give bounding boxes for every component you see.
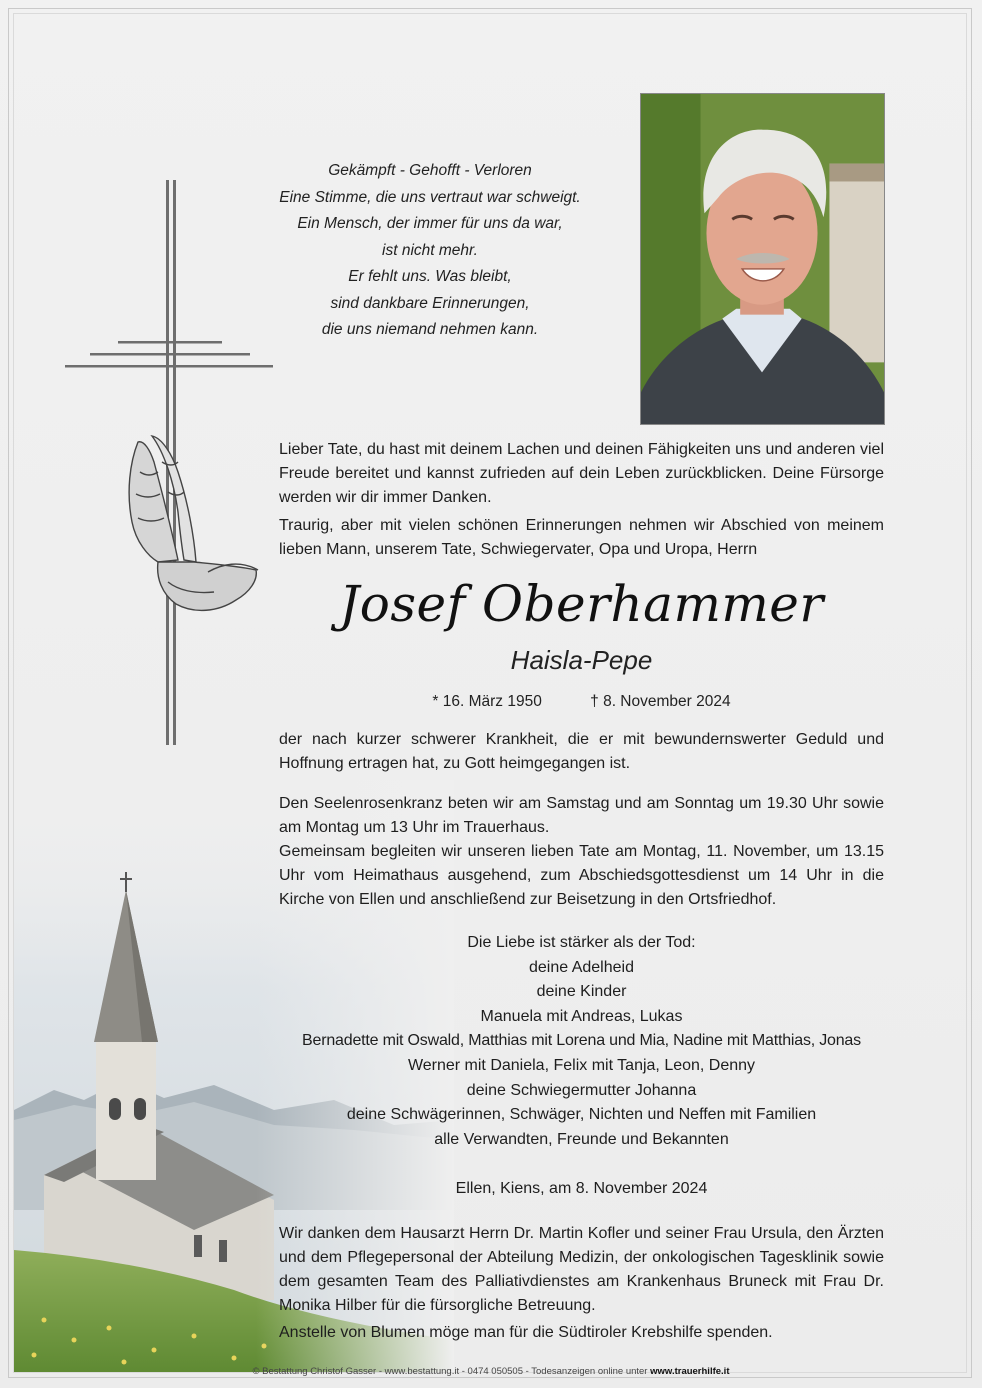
mourners-heading: Die Liebe ist stärker als der Tod:: [467, 934, 696, 951]
mourner-line: alle Verwandten, Freunde und Bekannten: [434, 1130, 729, 1148]
mourners-list: [279, 931, 884, 1152]
deceased-name: Josef Oberhammer: [339, 575, 824, 633]
mourner-line: deine Kinder: [536, 983, 627, 1001]
mourner-line: deine Adelheid: [529, 958, 634, 976]
donation-note: Anstelle von Blumen möge man für die Südtiroler Krebshilfe spenden.: [279, 1324, 773, 1341]
funeral-paragraph: Gemeinsam begleiten wir unseren lieben Tate am Montag, 11. November, um 13.15 Uhr vom Heimathaus ausgehend, zum Abschiedsgottesdienst um 14 Uhr in die Kirche von Ellen und anschließend zur Beisetzung in den Ortsfriedhof.: [279, 843, 884, 908]
farewell-paragraph: Traurig, aber mit vielen schönen Erinnerungen nehmen wir Abschied von meinem lieben Mann, unserem Tate, Schwiegervater, Opa und Uropa, Herrn: [279, 517, 884, 558]
birth-date: * 16. März 1950: [432, 693, 542, 710]
poem-line: Er fehlt uns. Was bleibt,: [348, 268, 512, 285]
poem-line: Gekämpft - Gehofft - Verloren: [328, 162, 532, 179]
footer-link[interactable]: www.trauerhilfe.it: [650, 1366, 730, 1377]
deceased-nickname: Haisla-Pepe: [510, 645, 653, 675]
poem-line: sind dankbare Erinnerungen,: [330, 294, 530, 312]
poem-line: Ein Mensch, der immer für uns da war,: [297, 215, 563, 232]
passing-paragraph: der nach kurzer schwerer Krankheit, die er mit bewundernswerter Geduld und Hoffnung ertragen hat, zu Gott heimgegangen ist.: [279, 731, 884, 772]
mourner-line: Werner mit Daniela, Felix mit Tanja, Leon, Denny: [407, 1056, 756, 1074]
mourner-line: deine Schwiegermutter Johanna: [466, 1081, 697, 1099]
memorial-poem: [230, 158, 630, 344]
rosary-paragraph: Den Seelenrosenkranz beten wir am Samstag und am Sonntag um 19.30 Uhr sowie am Montag um 13 Uhr im Trauerhaus.: [279, 795, 884, 836]
life-dates: [279, 693, 884, 711]
death-date: † 8. November 2024: [590, 693, 731, 710]
intro-paragraph: Lieber Tate, du hast mit deinem Lachen und deinen Fähigkeiten uns und anderen viel Freude bereitet und kannst zufrieden auf dein Leben zurückblicken. Deine Fürsorge werden wir dir immer Danken.: [279, 441, 884, 506]
mourner-line: Bernadette mit Oswald, Matthias mit Lorena und Mia, Nadine mit Matthias, Jonas: [302, 1032, 861, 1050]
poem-line: ist nicht mehr.: [382, 241, 478, 259]
poem-line: Eine Stimme, die uns vertraut war schweigt.: [279, 188, 581, 206]
footer-text: © Bestattung Christof Gasser - www.bestattung.it - 0474 050505 - Todesanzeigen online unter: [252, 1366, 648, 1377]
poem-line: die uns niemand nehmen kann.: [321, 321, 539, 338]
mourner-line: deine Schwägerinnen, Schwäger, Nichten und Neffen mit Familien: [346, 1106, 817, 1124]
portrait-photo: [640, 93, 885, 425]
thanks-paragraph: Wir danken dem Hausarzt Herrn Dr. Martin Kofler und seiner Frau Ursula, den Ärzten und dem Pflegepersonal der Abteilung Medizin, der onkologischen Tagesklinik sowie dem gesamten Team des Palliativdienstes am Krankenhaus Bruneck mit Frau Dr. Monika Hilber für die fürsorgliche Betreuung.: [279, 1225, 884, 1314]
praying-hands-icon: [118, 432, 264, 624]
footer-credit: [0, 1366, 982, 1377]
place-and-date: Ellen, Kiens, am 8. November 2024: [455, 1180, 708, 1197]
mourner-line: Manuela mit Andreas, Lukas: [480, 1007, 683, 1025]
